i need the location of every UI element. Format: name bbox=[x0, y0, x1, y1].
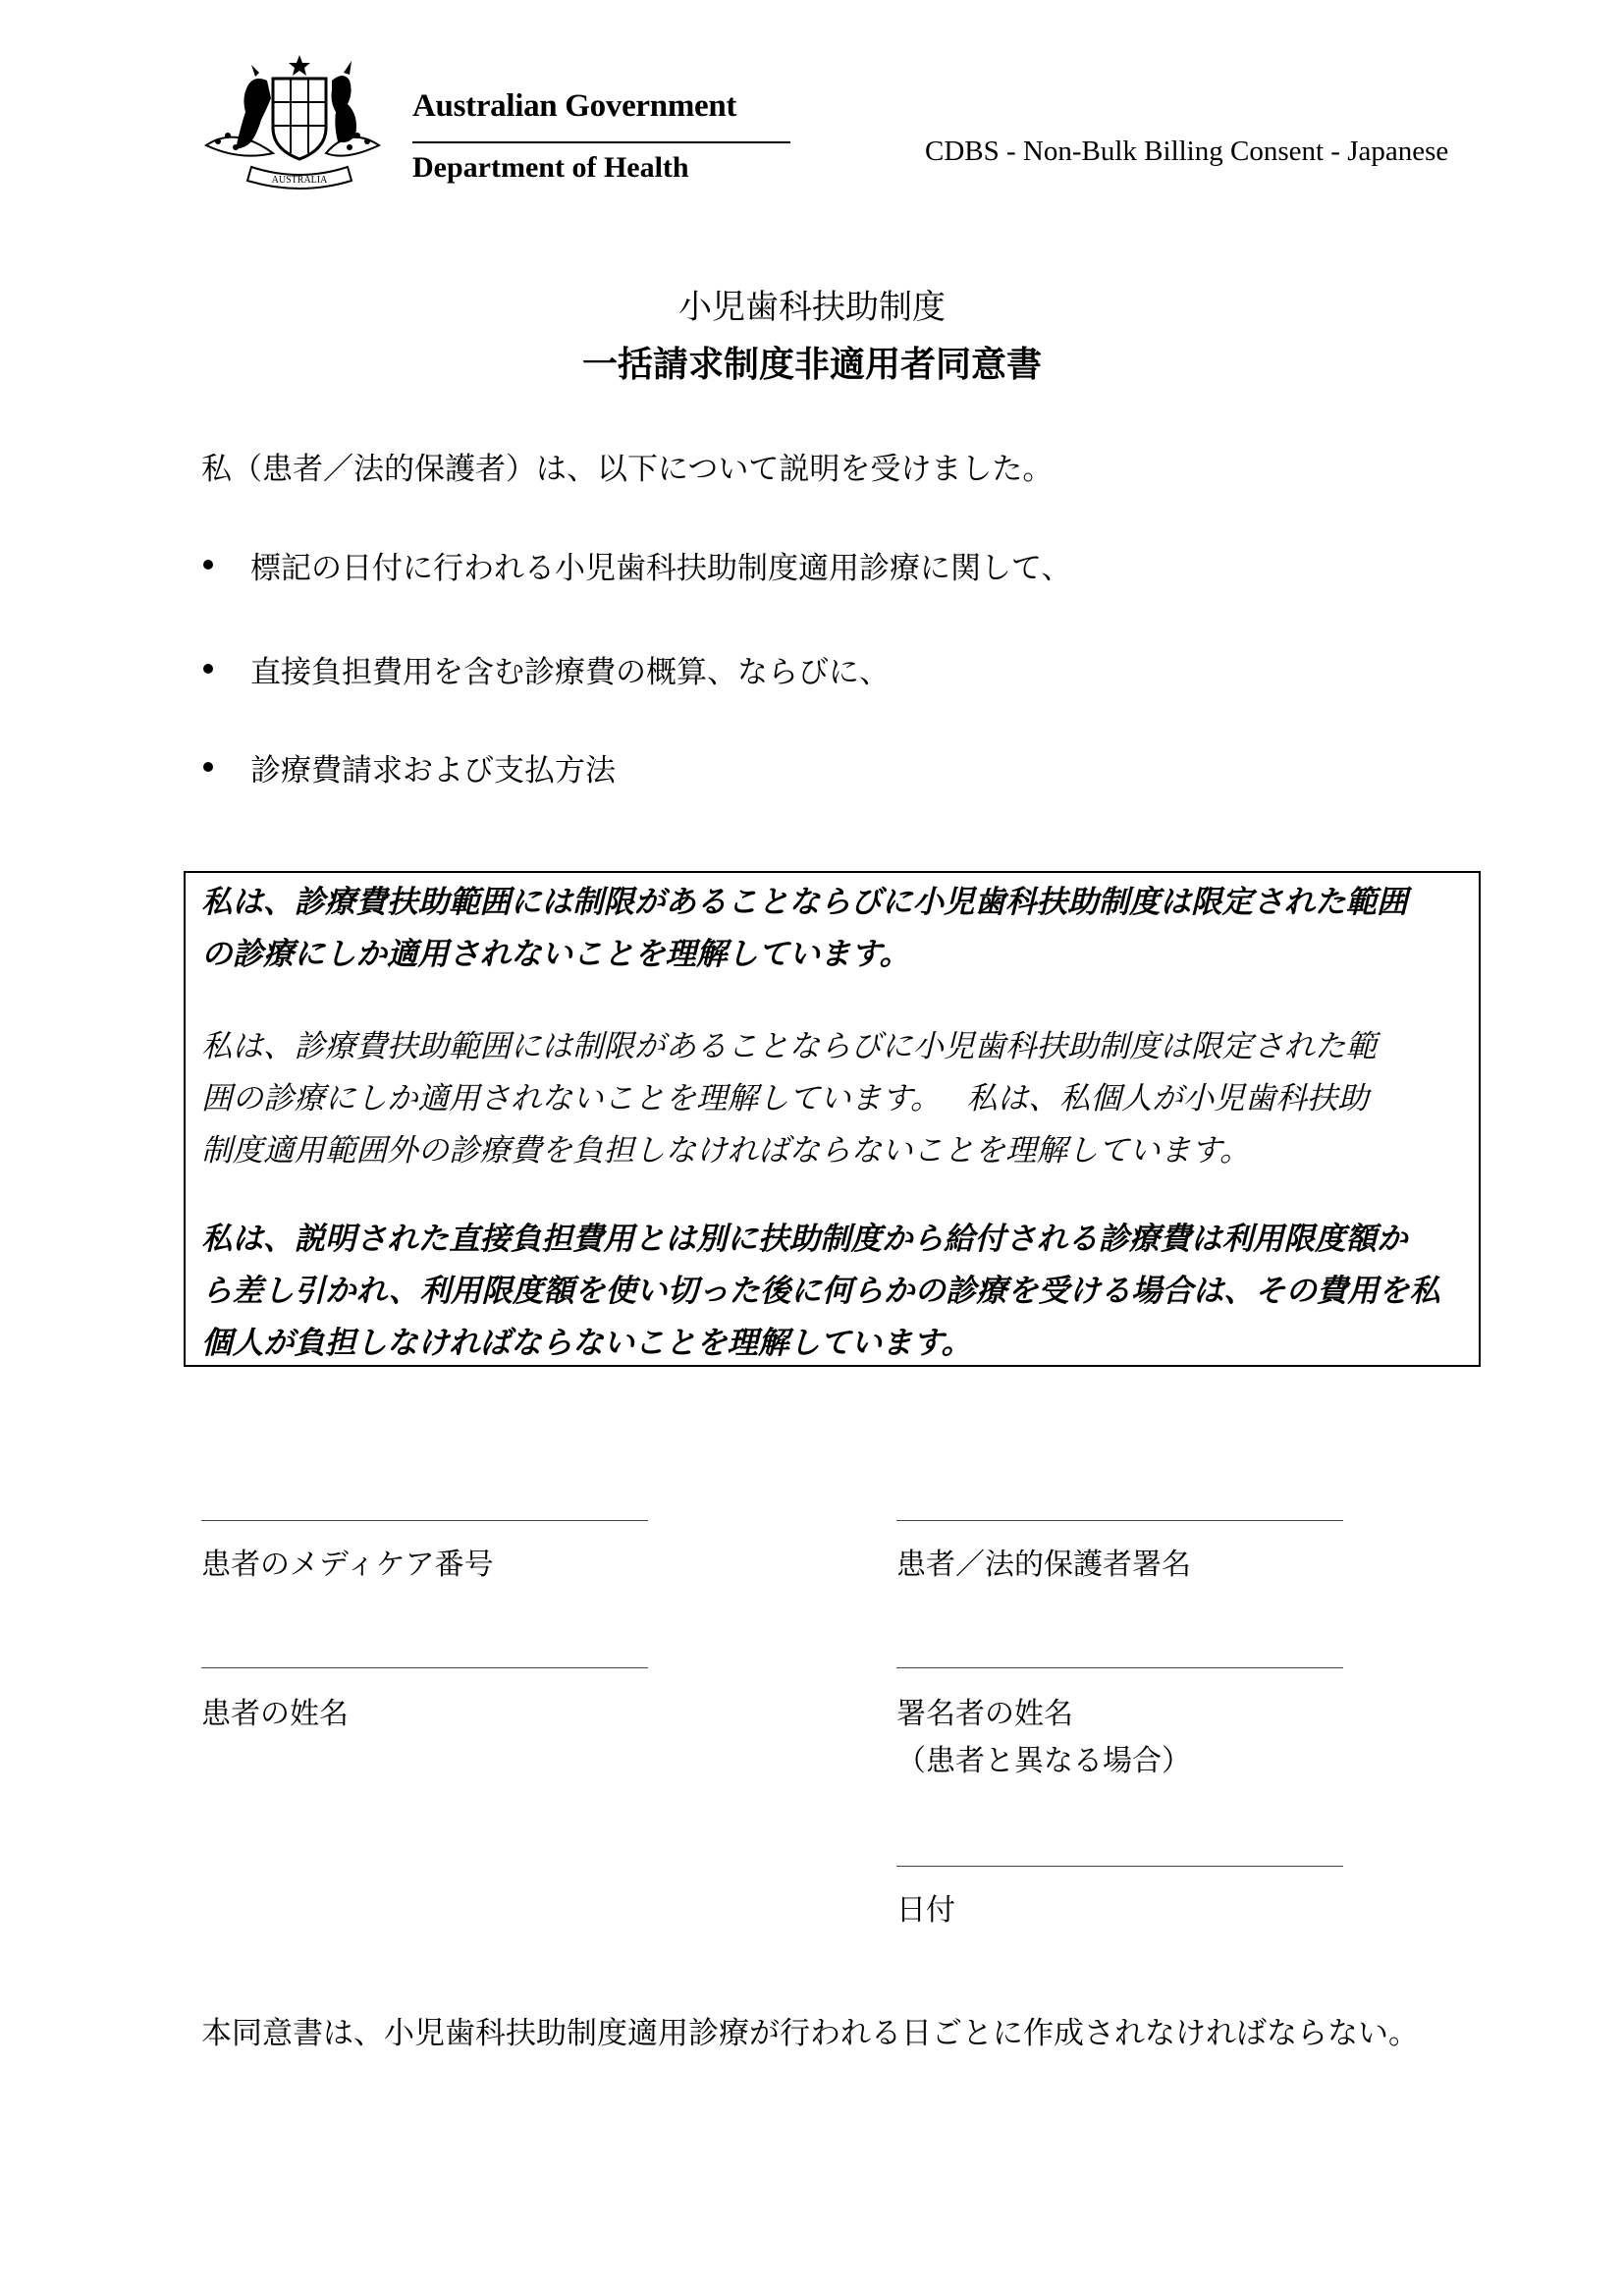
document-id: CDBS - Non-Bulk Billing Consent - Japanese bbox=[925, 136, 1449, 167]
bullet-item: 直接負担費用を含む診療費の概算、ならびに、 bbox=[250, 655, 890, 690]
patient-name-line[interactable] bbox=[201, 1667, 648, 1668]
date-label: 日付 bbox=[896, 1893, 955, 1928]
paragraph-line: 囲の診療にしか適用されないことを理解しています。 私は、私個人が小児歯科扶助 bbox=[201, 1081, 1369, 1116]
paragraph-line: の診療にしか適用されないことを理解しています。 bbox=[201, 937, 910, 972]
australian-coat-of-arms-icon bbox=[196, 51, 389, 198]
paragraph-line: 私は、診療費扶助範囲には制限があることならびに小児歯科扶助制度は限定された範囲 bbox=[201, 885, 1408, 920]
bullet-icon bbox=[203, 664, 213, 674]
paragraph-line: 私は、診療費扶助範囲には制限があることならびに小児歯科扶助制度は限定された範 bbox=[201, 1029, 1378, 1064]
bullet-icon bbox=[203, 762, 213, 772]
department-name: Department of Health bbox=[412, 151, 689, 184]
acknowledgement-paragraph-3 bbox=[201, 1214, 1468, 1370]
signer-name-line[interactable] bbox=[896, 1667, 1343, 1668]
header-divider bbox=[412, 141, 790, 143]
footer-note: 本同意書は、小児歯科扶助制度適用診療が行われる日ごとに作成されなければならない。 bbox=[201, 2016, 1419, 2051]
signer-name-label: 署名者の姓名 bbox=[896, 1697, 1073, 1731]
bullet-icon bbox=[203, 560, 213, 570]
medicare-number-line[interactable] bbox=[201, 1520, 648, 1521]
signature-label: 患者／法的保護者署名 bbox=[896, 1548, 1191, 1582]
paragraph-line: 私は、説明された直接負担費用とは別に扶助制度から給付される診療費は利用限度額か bbox=[201, 1222, 1408, 1257]
intro-text: 私（患者／法的保護者）は、以下について説明を受けました。 bbox=[201, 452, 1054, 487]
date-line[interactable] bbox=[896, 1866, 1343, 1867]
signer-name-note: （患者と異なる場合） bbox=[896, 1744, 1191, 1778]
form-title: 一括請求制度非適用者同意書 bbox=[581, 345, 1042, 385]
government-name: Australian Government bbox=[412, 88, 737, 124]
paragraph-line: ら差し引かれ、利用限度額を使い切った後に何らかの診療を受ける場合は、その費用を私 bbox=[201, 1274, 1440, 1309]
paragraph-line: 制度適用範囲外の診療費を負担しなければならないことを理解しています。 bbox=[201, 1133, 1251, 1169]
bullet-item: 診療費請求および支払方法 bbox=[250, 753, 616, 789]
acknowledgement-paragraph-2 bbox=[201, 1021, 1468, 1177]
bullet-item: 標記の日付に行われる小児歯科扶助制度適用診療に関して、 bbox=[250, 551, 1072, 586]
paragraph-line: 個人が負担しなければならないことを理解しています。 bbox=[201, 1326, 972, 1361]
acknowledgement-paragraph-1 bbox=[201, 877, 1468, 981]
signature-line[interactable] bbox=[896, 1520, 1343, 1521]
program-title: 小児歯科扶助制度 bbox=[678, 288, 946, 327]
crest-scroll-text: AUSTRALIA bbox=[271, 175, 328, 186]
patient-name-label: 患者の姓名 bbox=[201, 1697, 349, 1731]
medicare-number-label: 患者のメディケア番号 bbox=[201, 1548, 494, 1582]
